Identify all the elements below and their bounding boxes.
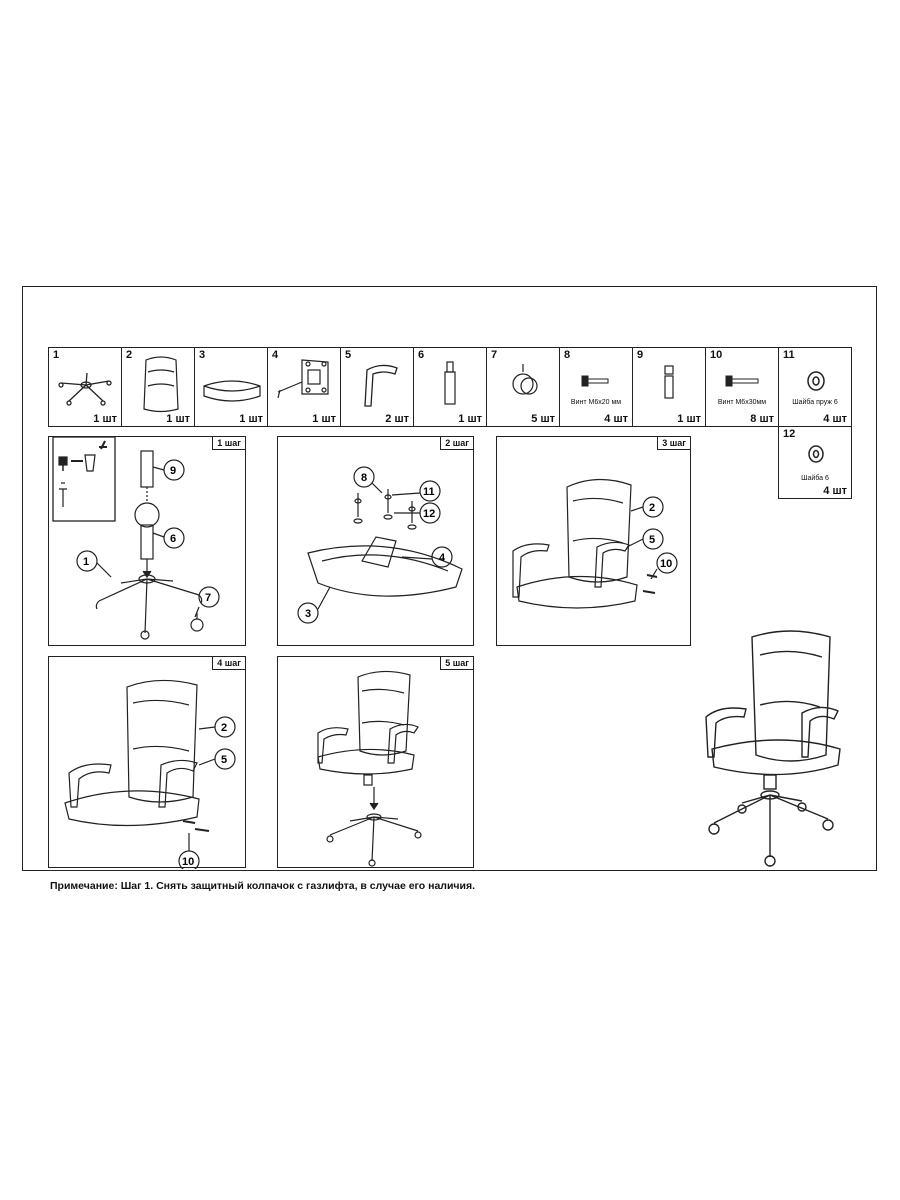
callout-5: 5 <box>221 754 228 766</box>
part-number: 8 <box>564 349 571 361</box>
part-caption: Шайба 6 <box>801 475 829 482</box>
part-number: 6 <box>418 349 425 361</box>
part-quantity: 1 шт <box>458 413 482 425</box>
tilt-mechanism-icon <box>272 354 340 414</box>
armrest-icon <box>357 360 407 420</box>
part-cell-12 <box>778 426 852 499</box>
callout-1: 1 <box>83 556 90 568</box>
part-cell-1 <box>48 347 122 427</box>
callout-2: 2 <box>649 502 656 514</box>
part-number: 9 <box>637 349 644 361</box>
part-quantity: 1 шт <box>93 413 117 425</box>
step-3-diagram <box>497 437 692 647</box>
part-number: 7 <box>491 349 498 361</box>
part-caption: Шайба пруж 6 <box>792 399 838 406</box>
part-quantity: 4 шт <box>604 413 628 425</box>
gas-lift-icon <box>436 358 466 418</box>
part-number: 4 <box>272 349 279 361</box>
assembled-chair-illustration <box>690 625 860 870</box>
screw-icon <box>578 370 618 394</box>
part-quantity: 1 шт <box>166 413 190 425</box>
caster-icon <box>505 362 545 412</box>
step-5-panel <box>277 656 474 868</box>
part-cell-9 <box>632 347 706 427</box>
part-cell-3 <box>194 347 268 427</box>
part-quantity: 4 шт <box>823 485 847 497</box>
spring-washer-icon <box>801 366 831 396</box>
part-cell-10 <box>705 347 779 427</box>
assembly-note: Примечание: Шаг 1. Снять защитный колпачок с газлифта, в случае его наличия. <box>50 880 476 892</box>
callout-8: 8 <box>361 472 368 484</box>
step-1-panel <box>48 436 246 646</box>
step-tag: 4 шаг <box>212 657 245 670</box>
callout-10: 10 <box>182 856 195 868</box>
callout-12: 12 <box>423 508 436 520</box>
step-4-diagram <box>49 657 247 869</box>
part-cell-7 <box>486 347 560 427</box>
part-number: 1 <box>53 349 60 361</box>
part-quantity: 8 шт <box>750 413 774 425</box>
flat-washer-icon <box>801 439 831 469</box>
part-quantity: 4 шт <box>823 413 847 425</box>
part-caption: Винт М6х30мм <box>717 399 767 406</box>
backrest-icon <box>136 354 186 416</box>
part-cell-8 <box>559 347 633 427</box>
part-number: 11 <box>783 349 795 361</box>
part-quantity: 1 шт <box>312 413 336 425</box>
gas-lift-cover-icon <box>655 362 685 412</box>
callout-7: 7 <box>205 592 212 604</box>
star-base-icon <box>51 363 121 413</box>
step-tag: 5 шаг <box>440 657 473 670</box>
part-cell-11 <box>778 347 852 427</box>
part-quantity: 1 шт <box>677 413 701 425</box>
screw-icon <box>722 370 766 394</box>
callout-9: 9 <box>170 465 177 477</box>
part-quantity: 5 шт <box>531 413 555 425</box>
step-1-diagram <box>49 437 247 647</box>
part-caption: Винт М6х20 мм <box>570 399 622 406</box>
step-tag: 2 шаг <box>440 437 473 450</box>
callout-4: 4 <box>439 552 446 564</box>
part-cell-5 <box>340 347 414 427</box>
part-number: 12 <box>783 428 796 440</box>
part-quantity: 1 шт <box>239 413 263 425</box>
step-tag: 1 шаг <box>212 437 245 450</box>
callout-3: 3 <box>305 608 312 620</box>
part-cell-6 <box>413 347 487 427</box>
callout-11: 11 <box>423 486 435 498</box>
seat-cushion-icon <box>198 372 266 412</box>
part-number: 2 <box>126 349 133 361</box>
step-2-panel <box>277 436 474 646</box>
callout-10: 10 <box>660 558 673 570</box>
step-3-panel <box>496 436 691 646</box>
part-number: 3 <box>199 349 206 361</box>
part-cell-4 <box>267 347 341 427</box>
callout-5: 5 <box>649 534 656 546</box>
step-4-panel <box>48 656 246 868</box>
part-cell-2 <box>121 347 195 427</box>
step-2-diagram <box>278 437 475 647</box>
callout-2: 2 <box>221 722 228 734</box>
step-5-diagram <box>278 657 475 869</box>
step-tag: 3 шаг <box>657 437 690 450</box>
callout-6: 6 <box>170 533 177 545</box>
part-quantity: 2 шт <box>385 413 409 425</box>
part-number: 10 <box>710 349 723 361</box>
part-number: 5 <box>345 349 352 361</box>
